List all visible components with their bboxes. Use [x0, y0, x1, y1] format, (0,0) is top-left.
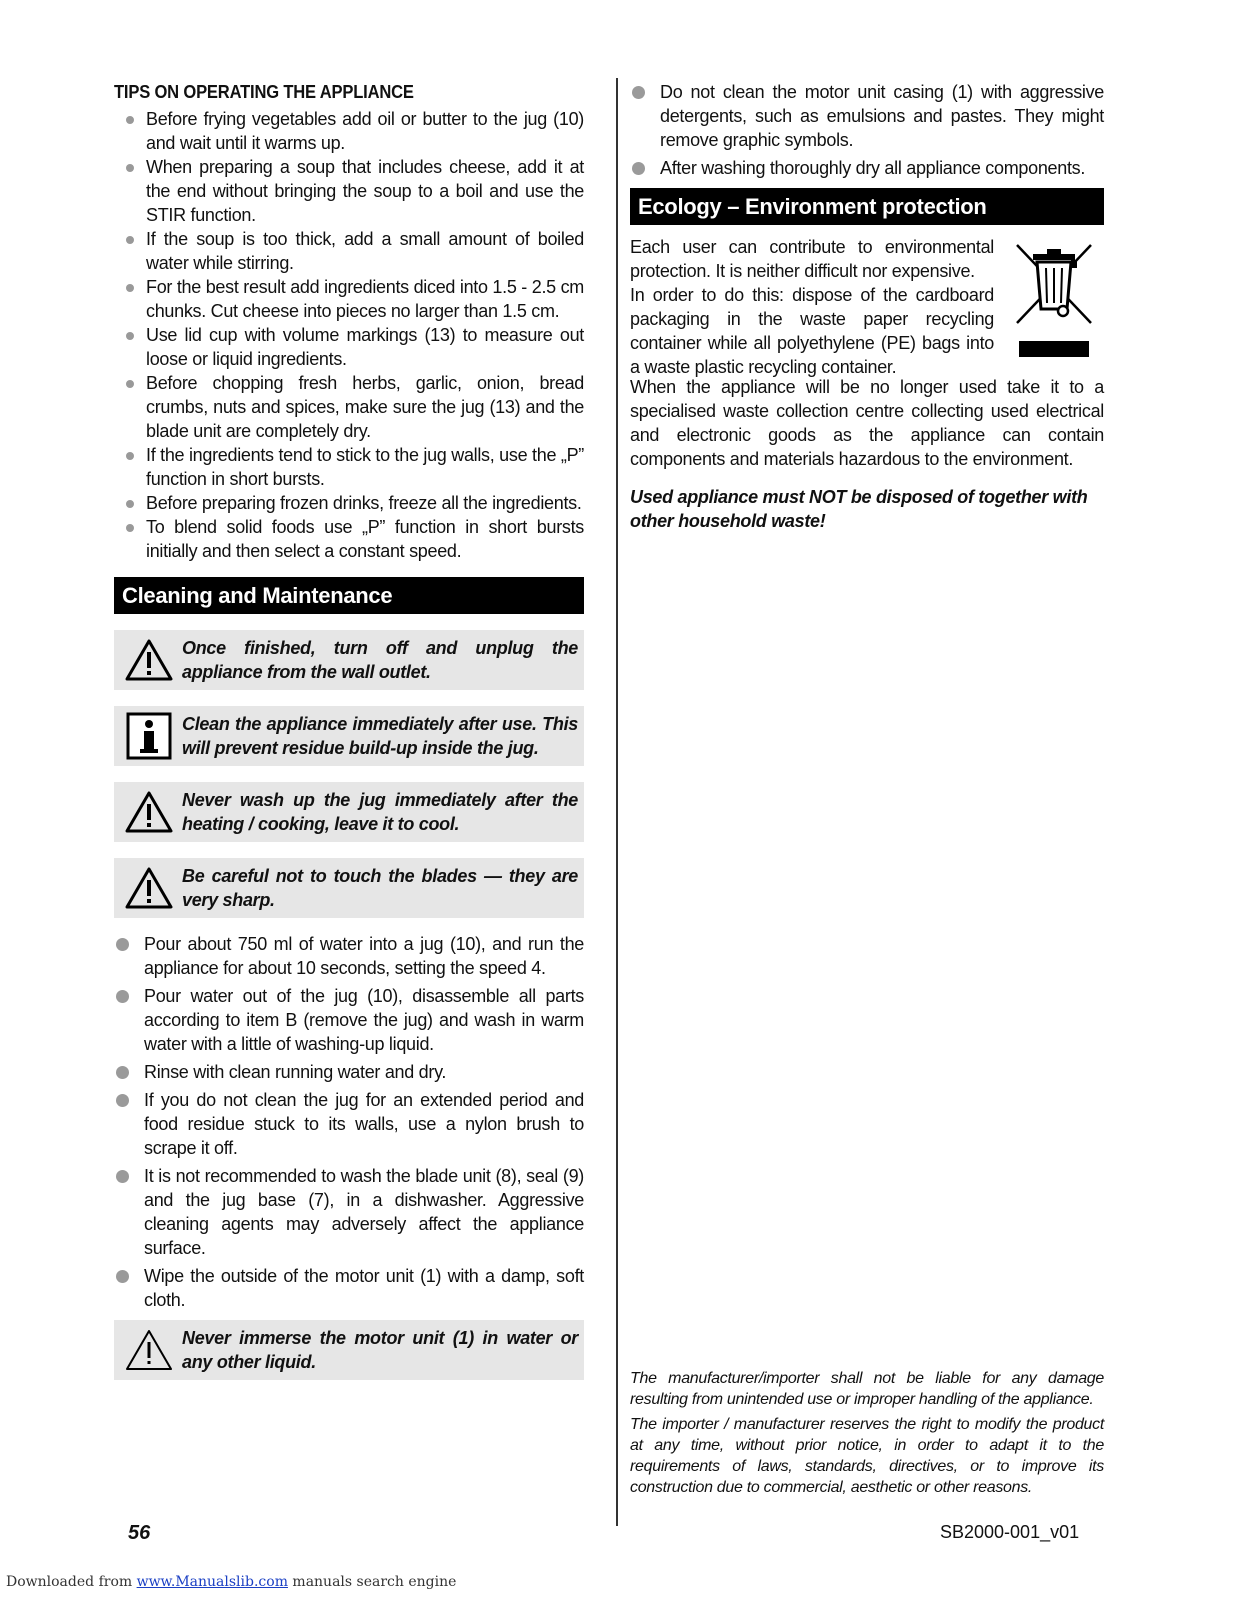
list-item: Use lid cup with volume markings (13) to measure out loose or liquid ingredients. [146, 325, 584, 369]
note-box [114, 858, 584, 918]
cleaning-heading: Cleaning and Maintenance [114, 577, 584, 614]
warning-icon [122, 790, 176, 834]
left-column [114, 80, 584, 1380]
page-number: 56 [128, 1522, 151, 1544]
footer-link[interactable]: www.Manualslib.com [136, 1574, 288, 1590]
weee-bar [1019, 341, 1089, 357]
info-icon [122, 712, 176, 760]
footer-prefix: Downloaded from [6, 1574, 137, 1590]
list-item: Pour about 750 ml of water into a jug (10), and run the appliance for about 10 seconds, setting the speed 4. [144, 934, 584, 978]
note-text: Never immerse the motor unit (1) in water or any other liquid. [182, 1328, 578, 1372]
ecology-section [630, 235, 1104, 379]
document-id: SB2000-001_v01 [940, 1522, 1080, 1542]
tips-list [114, 107, 584, 563]
disclaimer-text: The manufacturer/importer shall not be liable for any damage resulting from unintended use or improper handling of the appliance. [630, 1370, 1104, 1408]
right-steps-list [630, 80, 1104, 180]
list-item: After washing thoroughly dry all appliance components. [660, 156, 1104, 180]
list-item: It is not recommended to wash the blade unit (8), seal (9) and the jug base (7), in a dishwasher. Aggressive cleaning agents may adversely affect the appliance surface. [144, 1166, 584, 1258]
list-item: Do not clean the motor unit casing (1) with aggressive detergents, such as emulsions and pastes. They might remove graphic symbols. [660, 82, 1104, 150]
right-column [630, 80, 1104, 533]
note-box [114, 706, 584, 766]
list-item: Rinse with clean running water and dry. [144, 1060, 584, 1084]
note-box [114, 630, 584, 690]
note-text: Be careful not to touch the blades — they are very sharp. [182, 866, 578, 910]
column-divider [616, 78, 618, 1526]
list-item: Before frying vegetables add oil or butter to the jug (10) and wait until it warms up. [146, 109, 584, 153]
warning-icon [122, 1328, 176, 1372]
warning-icon [122, 866, 176, 910]
list-item: If the ingredients tend to stick to the jug walls, use the „P” function in short bursts. [146, 445, 584, 489]
list-item: When preparing a soup that includes cheese, add it at the end without bringing the soup to a boil and use the STIR function. [146, 157, 584, 225]
list-item: For the best result add ingredients diced into 1.5 - 2.5 cm chunks. Cut cheese into pieces no larger than 1.5 cm. [146, 277, 584, 321]
list-item: If you do not clean the jug for an extended period and food residue stuck to its walls, use a nylon brush to scrape it off. [144, 1090, 584, 1158]
weee-bin-icon [994, 235, 1104, 379]
note-text: Clean the appliance immediately after use. This will prevent residue build-up inside the jug. [182, 714, 578, 758]
cleaning-steps-list [114, 932, 584, 1312]
download-footer [6, 1574, 456, 1590]
note-text: Once finished, turn off and unplug the appliance from the wall outlet. [182, 638, 578, 682]
note-box [114, 782, 584, 842]
footer-suffix: manuals search engine [287, 1574, 457, 1590]
ecology-heading: Ecology – Environment protection [630, 188, 1104, 225]
warning-icon [122, 638, 176, 682]
list-item: Wipe the outside of the motor unit (1) with a damp, soft cloth. [144, 1266, 584, 1310]
disclaimer-text: The importer / manufacturer reserves the right to modify the product at any time, without prior notice, in order to adapt it to the requirements of laws, standards, directives, or to improve its construction due to commercial, aesthetic or other reasons. [630, 1416, 1104, 1496]
disclaimer [630, 1368, 1104, 1502]
list-item: Pour water out of the jug (10), disassemble all parts according to item B (remove the jug) and wash in warm water with a little of washing-up liquid. [144, 986, 584, 1054]
note-box [114, 1320, 584, 1380]
list-item: Before chopping fresh herbs, garlic, onion, bread crumbs, nuts and spices, make sure the jug (13) and the blade unit are completely dry. [146, 373, 584, 441]
note-text: Never wash up the jug immediately after the heating / cooking, leave it to cool. [182, 790, 578, 834]
tips-heading: TIPS ON OPERATING THE APPLIANCE [114, 82, 414, 102]
list-item: If the soup is too thick, add a small amount of boiled water while stirring. [146, 229, 584, 273]
ecology-warning: Used appliance must NOT be disposed of together with other household waste! [630, 487, 1088, 531]
ecology-paragraph: Each user can contribute to environmental protection. It is neither difficult nor expensive. [630, 237, 994, 281]
list-item: Before preparing frozen drinks, freeze all the ingredients. [146, 491, 584, 515]
ecology-paragraph: In order to do this: dispose of the cardboard packaging in the waste paper recycling container while all polyethylene (PE) bags into a waste plastic recycling container. [630, 285, 994, 377]
list-item: To blend solid foods use „P” function in short bursts initially and then select a constant speed. [146, 517, 584, 561]
ecology-paragraph: When the appliance will be no longer used take it to a specialised waste collection centre collecting used electrical and electronic goods as the appliance can contain components and materials hazardous to the environment. [630, 377, 1104, 469]
